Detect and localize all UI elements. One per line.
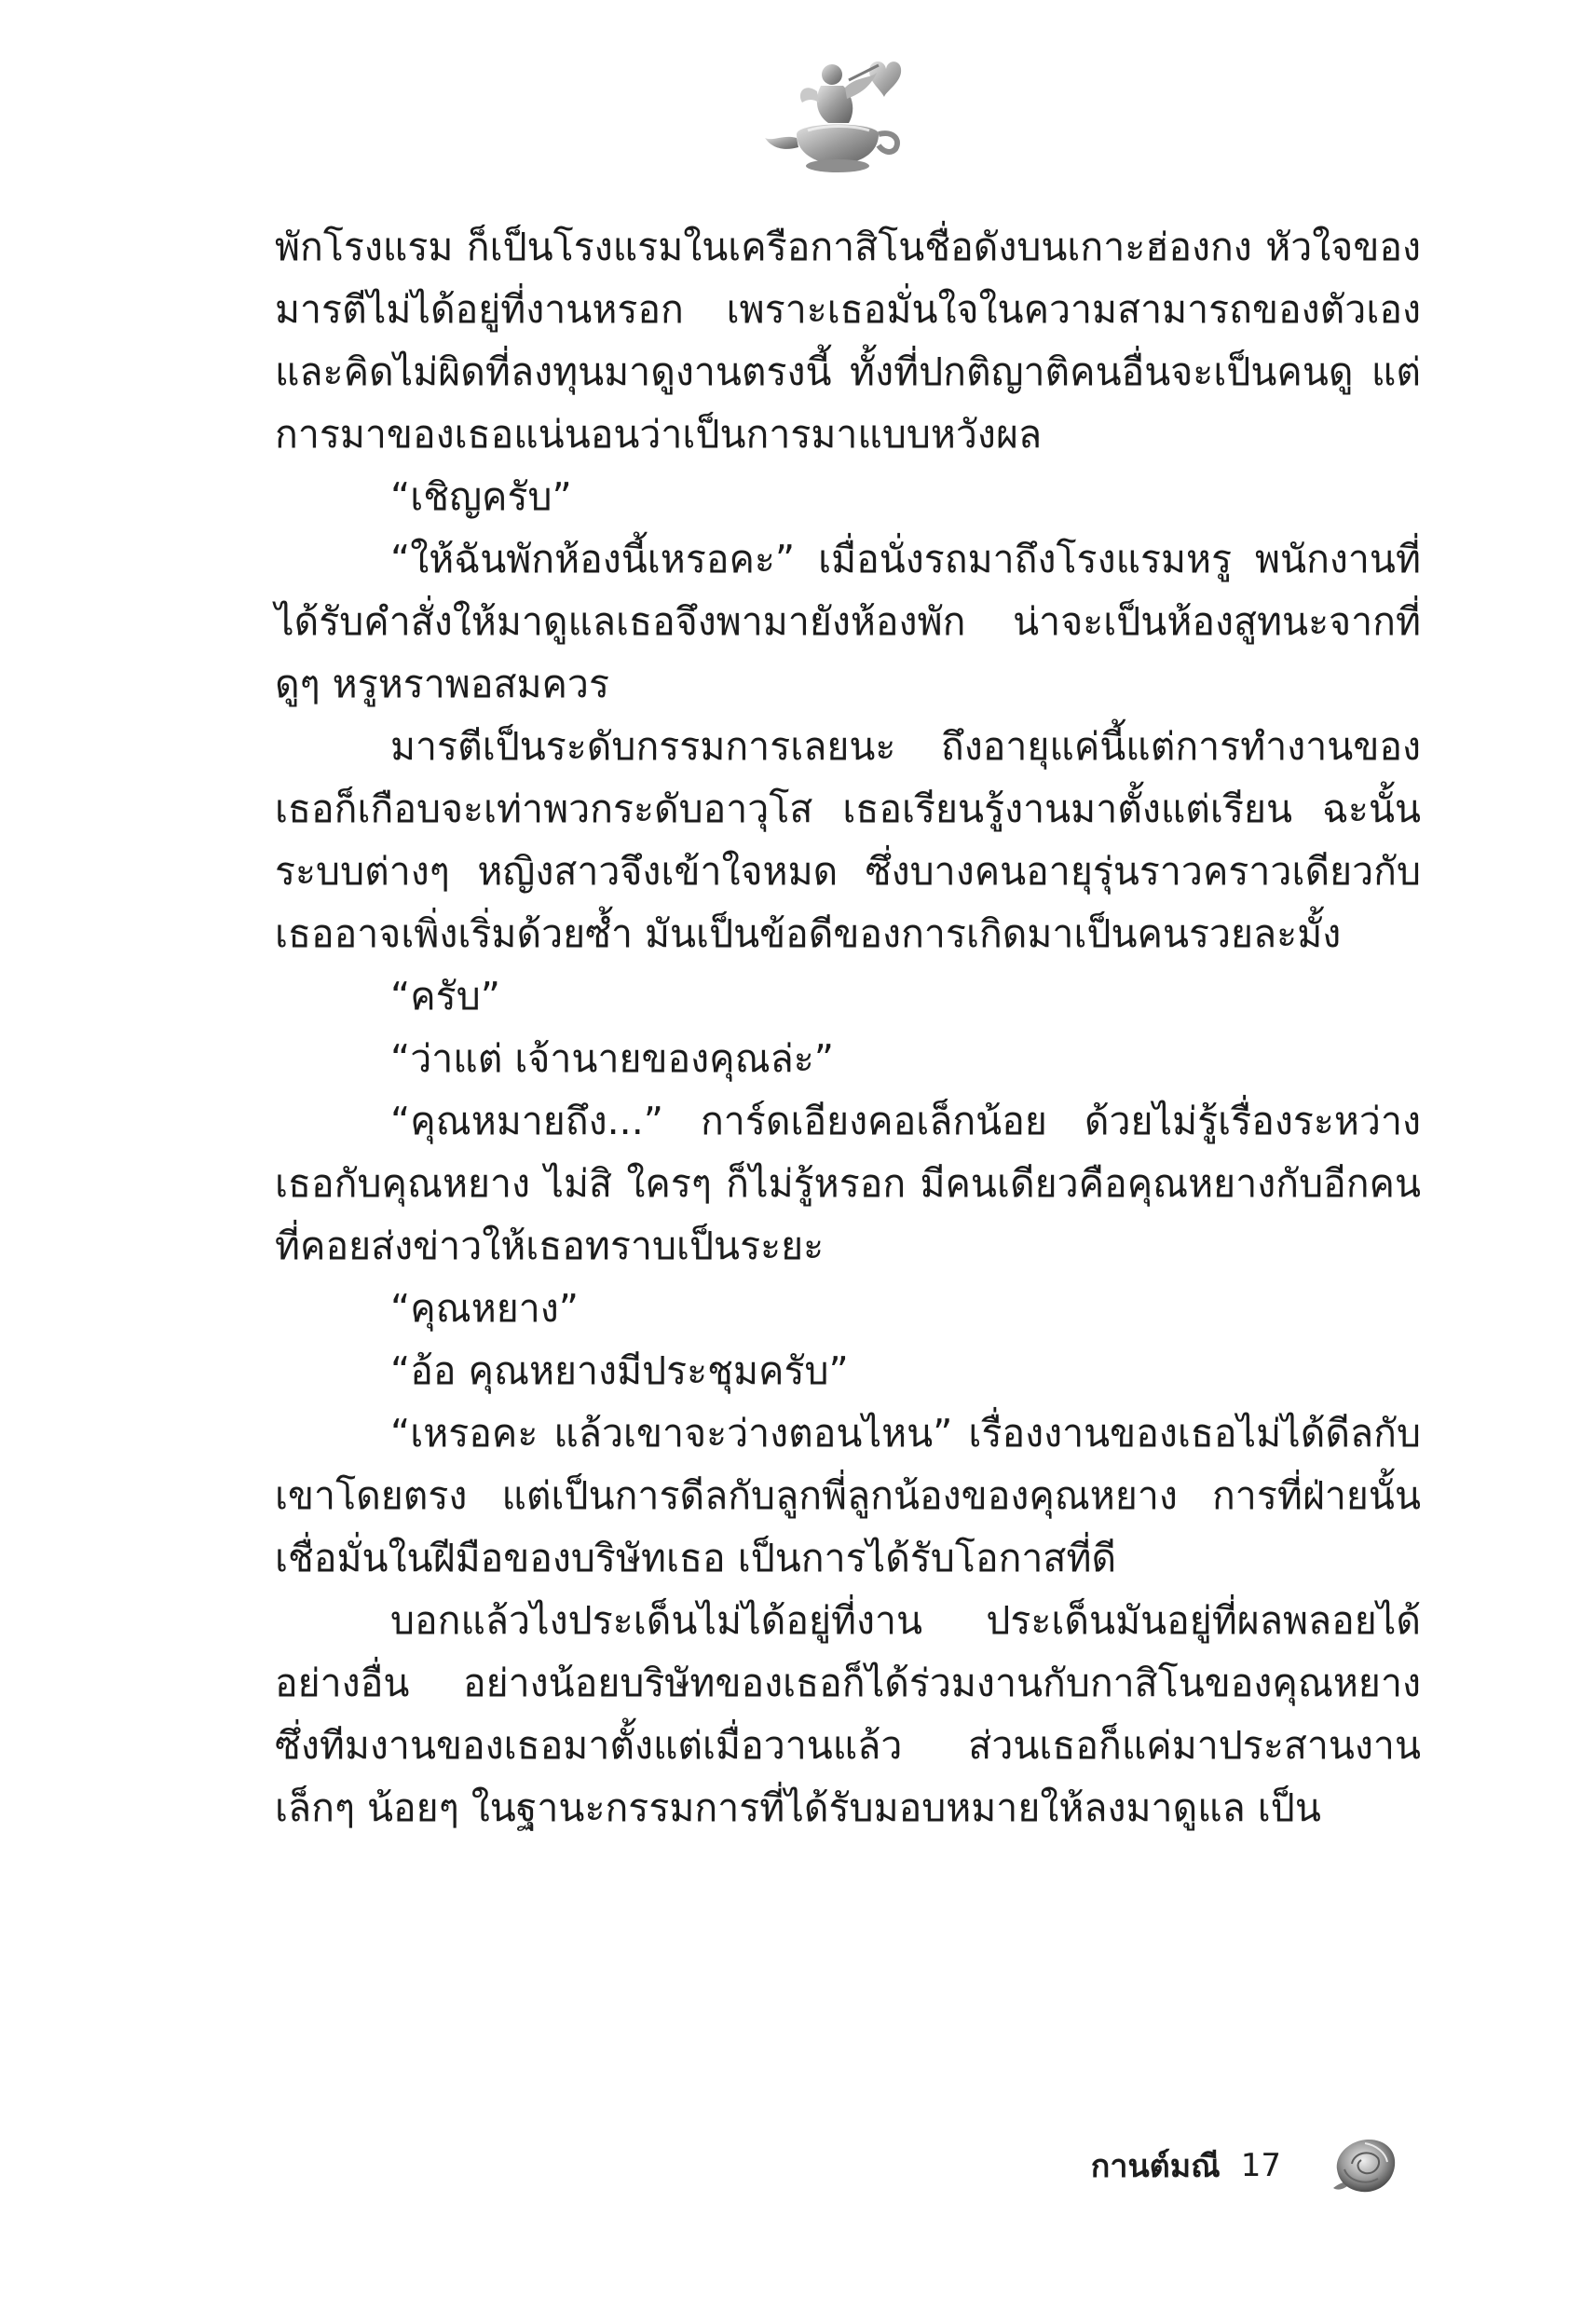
- book-title: กานต์มณี: [1090, 2148, 1221, 2185]
- paragraph: “ว่าแต่ เจ้านายของคุณล่ะ”: [390, 1036, 835, 1081]
- paragraph: “เหรอคะ แล้วเขาจะว่างตอนไหน” เรื่องงานของเธอไม่ได้ดีลกับเขาโดยตรง แต่เป็นการดีลกับลูกพี่ลูกน้องของคุณหยาง การที่ฝ่ายนั้นเชื่อมั่นในฝีมือของบริษัทเธอ เป็นการได้รับโอกาสที่ดี: [275, 1411, 1421, 1580]
- page-footer: [1091, 2132, 1400, 2199]
- paragraph: บอกแล้วไงประเด็นไม่ได้อยู่ที่งาน ประเด็นมันอยู่ที่ผลพลอยได้อย่างอื่น อย่างน้อยบริษัทของเธอก็ได้ร่วมงานกับกาสิโนของคุณหยางซึ่งทีมงานของเธอมาตั้งแต่เมื่อวานแล้ว ส่วนเธอก็แค่มาประสานงานเล็กๆ น้อยๆ ในฐานะกรรมการที่ได้รับมอบหมายให้ลงมาดูแล เป็น: [275, 1598, 1421, 1830]
- paragraph: “อ้อ คุณหยางมีประชุมครับ”: [390, 1348, 849, 1393]
- paragraph: “เชิญครับ”: [390, 474, 572, 519]
- teapot-cupid-ornament-icon: [759, 45, 918, 185]
- paragraph: “คุณหยาง”: [390, 1286, 580, 1331]
- page-number: 17: [1240, 2147, 1281, 2184]
- paragraph: มารตีเป็นระดับกรรมการเลยนะ ถึงอายุแค่นี้แต่การทำงานของเธอก็เกือบจะเท่าพวกระดับอาวุโส เธอเรียนรู้งานมาตั้งแต่เรียน ฉะนั้นระบบต่างๆ หญิงสาวจึงเข้าใจหมด ซึ่งบางคนอายุรุ่นราวคราวเดียวกับเธออาจเพิ่งเริ่มด้วยซ้ำ มันเป็นข้อดีของการเกิดมาเป็นคนรวยละมั้ง: [275, 724, 1421, 956]
- paragraph: พักโรงแรม ก็เป็นโรงแรมในเครือกาสิโนชื่อดังบนเกาะฮ่องกง หัวใจของมารตีไม่ได้อยู่ที่งานหรอก เพราะเธอมั่นใจในความสามารถของตัวเอง และคิดไม่ผิดที่ลงทุนมาดูงานตรงนี้ ทั้งที่ปกติญาติคนอื่นจะเป็นคนดู แต่การมาของเธอแน่นอนว่าเป็นการมาแบบหวังผล: [275, 225, 1421, 457]
- paragraph: “ให้ฉันพักห้องนี้เหรอคะ” เมื่อนั่งรถมาถึงโรงแรมหรู พนักงานที่ได้รับคำสั่งให้มาดูแลเธอจึงพามายังห้องพัก น่าจะเป็นห้องสูทนะจากที่ดูๆ หรูหราพอสมควร: [275, 537, 1421, 706]
- paragraph: “ครับ”: [390, 974, 500, 1019]
- rose-icon: [1328, 2132, 1400, 2199]
- chapter-body-text: [275, 216, 1421, 1839]
- paragraph: “คุณหมายถึง...” การ์ดเอียงคอเล็กน้อย ด้วยไม่รู้เรื่องระหว่างเธอกับคุณหยาง ไม่สิ ใครๆ ก็ไม่รู้หรอก มีคนเดียวคือคุณหยางกับอีกคนที่คอยส่งข่าวให้เธอทราบเป็นระยะ: [275, 1099, 1421, 1268]
